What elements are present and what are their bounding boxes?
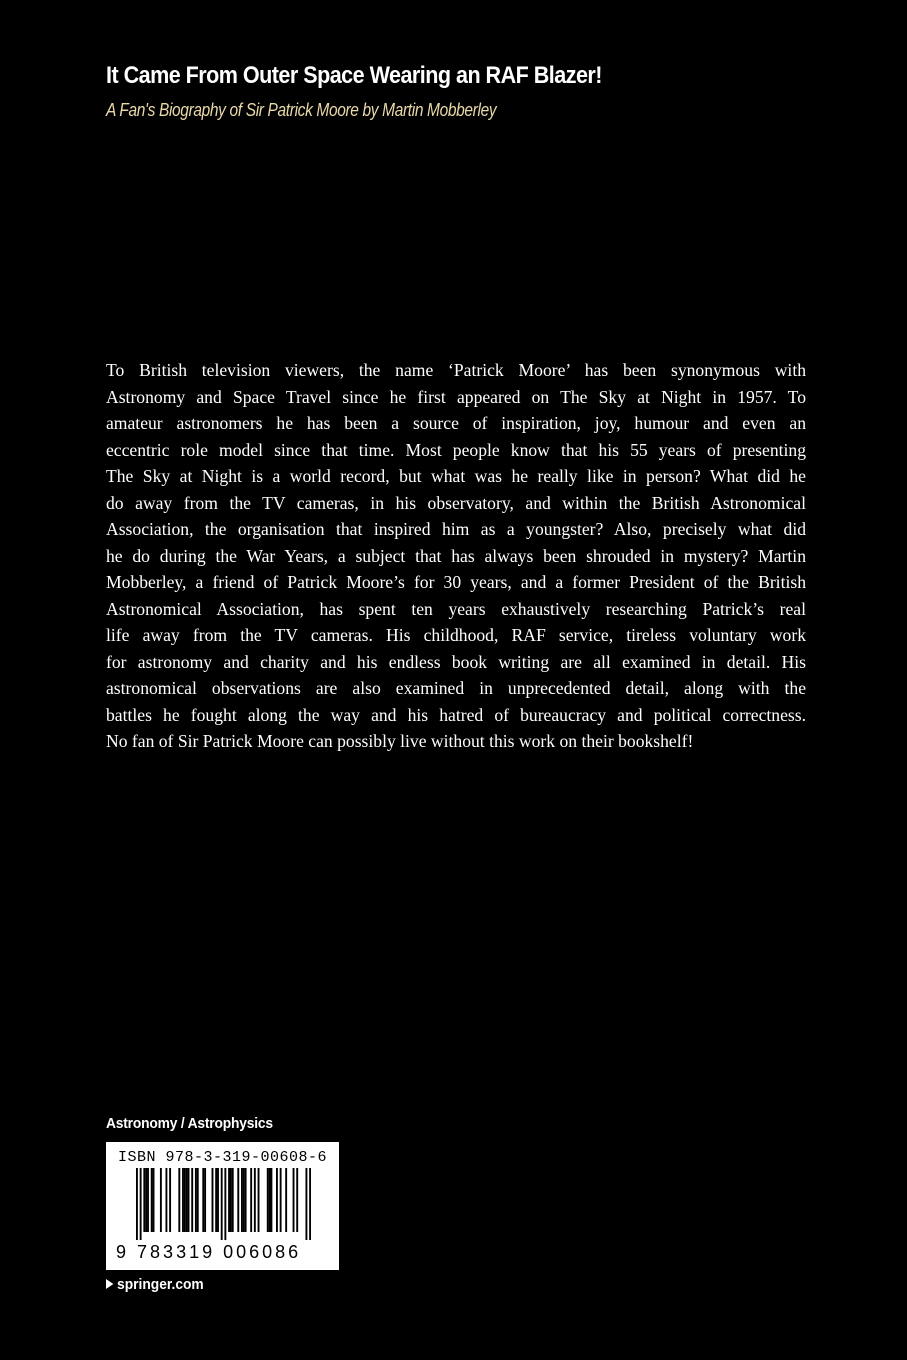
barcode-bar xyxy=(165,1168,167,1232)
barcode-bar xyxy=(258,1168,260,1232)
barcode-bar xyxy=(243,1168,245,1232)
barcode-bar xyxy=(212,1168,214,1232)
barcode-bar xyxy=(184,1168,186,1232)
blurb-text xyxy=(106,357,806,755)
barcode-bar xyxy=(160,1168,162,1232)
book-title: It Came From Outer Space Wearing an RAF Blazer! xyxy=(106,62,602,89)
springer-url[interactable]: springer.com xyxy=(117,1276,204,1293)
springer-link[interactable] xyxy=(106,1276,204,1293)
barcode-bar xyxy=(178,1168,180,1232)
blurb-line: No fan of Sir Patrick Moore can possibly live without this work on their bookshelf! xyxy=(106,731,694,751)
book-subtitle: A Fan's Biography of Sir Patrick Moore by Martin Mobberley xyxy=(106,100,497,120)
blurb-line: life away from the TV cameras. His childhood, RAF service, tireless voluntary work xyxy=(106,625,806,645)
barcode-bar xyxy=(267,1168,269,1232)
blurb-line: Association, the organisation that inspired him as a youngster? Also, precisely what did xyxy=(106,519,806,539)
barcode-bar xyxy=(182,1168,184,1232)
barcode-bar xyxy=(269,1168,271,1232)
barcode-first-digit: 9 xyxy=(116,1242,130,1262)
barcode-bar xyxy=(151,1168,153,1232)
barcode-bar xyxy=(169,1168,171,1232)
barcode-left-group: 783319 xyxy=(137,1242,216,1262)
barcode-bar xyxy=(140,1168,142,1240)
barcode-bar xyxy=(270,1168,272,1232)
isbn-barcode xyxy=(106,1142,339,1270)
barcode-bar xyxy=(188,1168,190,1232)
barcode-bar xyxy=(245,1168,247,1232)
blurb-line: Astronomical Association, has spent ten years exhaustively researching Patrick’s real xyxy=(106,598,806,619)
blurb-line: he do during the War Years, a subject that has always been shrouded in mystery? Martin xyxy=(106,545,806,566)
barcode-bar xyxy=(145,1168,147,1232)
barcode-bar xyxy=(280,1168,282,1232)
barcode-bar xyxy=(197,1168,199,1232)
barcode-bar xyxy=(237,1168,239,1232)
barcode-bar xyxy=(309,1168,311,1240)
barcode-right-group: 006086 xyxy=(223,1242,302,1262)
barcode-bar xyxy=(217,1168,219,1232)
blurb-line: amateur astronomers he has been a source of inspiration, joy, humour and even an xyxy=(106,413,806,433)
barcode-bar xyxy=(215,1168,217,1232)
barcode-bar xyxy=(224,1168,226,1240)
blurb-line: To British television viewers, the name ‘Patrick Moore’ has been synonymous with xyxy=(106,360,806,380)
barcode-bar xyxy=(221,1168,223,1240)
barcode-bar xyxy=(191,1168,193,1232)
barcode-bar xyxy=(285,1168,287,1232)
barcode-bar xyxy=(293,1168,295,1232)
barcode-bar xyxy=(202,1168,204,1232)
category-label: Astronomy / Astrophysics xyxy=(106,1115,273,1132)
barcode-bar xyxy=(232,1168,234,1232)
barcode-bar xyxy=(147,1168,149,1232)
blurb-line: Astronomy and Space Travel since he first appeared on The Sky at Night in 1957. To xyxy=(106,386,806,407)
barcode-bar xyxy=(204,1168,206,1232)
blurb-line: for astronomy and charity and his endless book writing are all examined in detail. His xyxy=(106,651,806,672)
blurb-line: do away from the TV cameras, in his observatory, and within the British Astronomical xyxy=(106,492,806,513)
barcode-bar xyxy=(250,1168,252,1232)
barcode-bar xyxy=(241,1168,243,1232)
barcode-bar xyxy=(195,1168,197,1232)
blurb-line: The Sky at Night is a world record, but what was he really like in person? What did he xyxy=(106,466,806,486)
triangle-arrow-icon xyxy=(106,1279,113,1289)
barcode-number xyxy=(116,1242,332,1263)
barcode-bar xyxy=(296,1168,298,1232)
barcode-bar xyxy=(230,1168,232,1232)
barcode-bar xyxy=(153,1168,155,1232)
barcode-bar xyxy=(186,1168,188,1232)
blurb-line: astronomical observations are also examined in unprecedented detail, along with the xyxy=(106,678,806,698)
barcode-bar xyxy=(276,1168,278,1232)
barcode-bar xyxy=(305,1168,307,1240)
barcode-bar xyxy=(228,1168,230,1232)
barcode-bars xyxy=(136,1168,311,1240)
barcode-bar xyxy=(136,1168,138,1240)
blurb-line: battles he fought along the way and his hatred of bureaucracy and political correctness. xyxy=(106,704,806,725)
blurb-line: eccentric role model since that time. Most people know that his 55 years of presenting xyxy=(106,439,806,460)
blurb-line: Mobberley, a friend of Patrick Moore’s for 30 years, and a former President of the British xyxy=(106,572,806,592)
isbn-label: ISBN 978-3-319-00608-6 xyxy=(118,1149,328,1166)
barcode-bar xyxy=(143,1168,145,1232)
barcode-bar xyxy=(254,1168,256,1232)
